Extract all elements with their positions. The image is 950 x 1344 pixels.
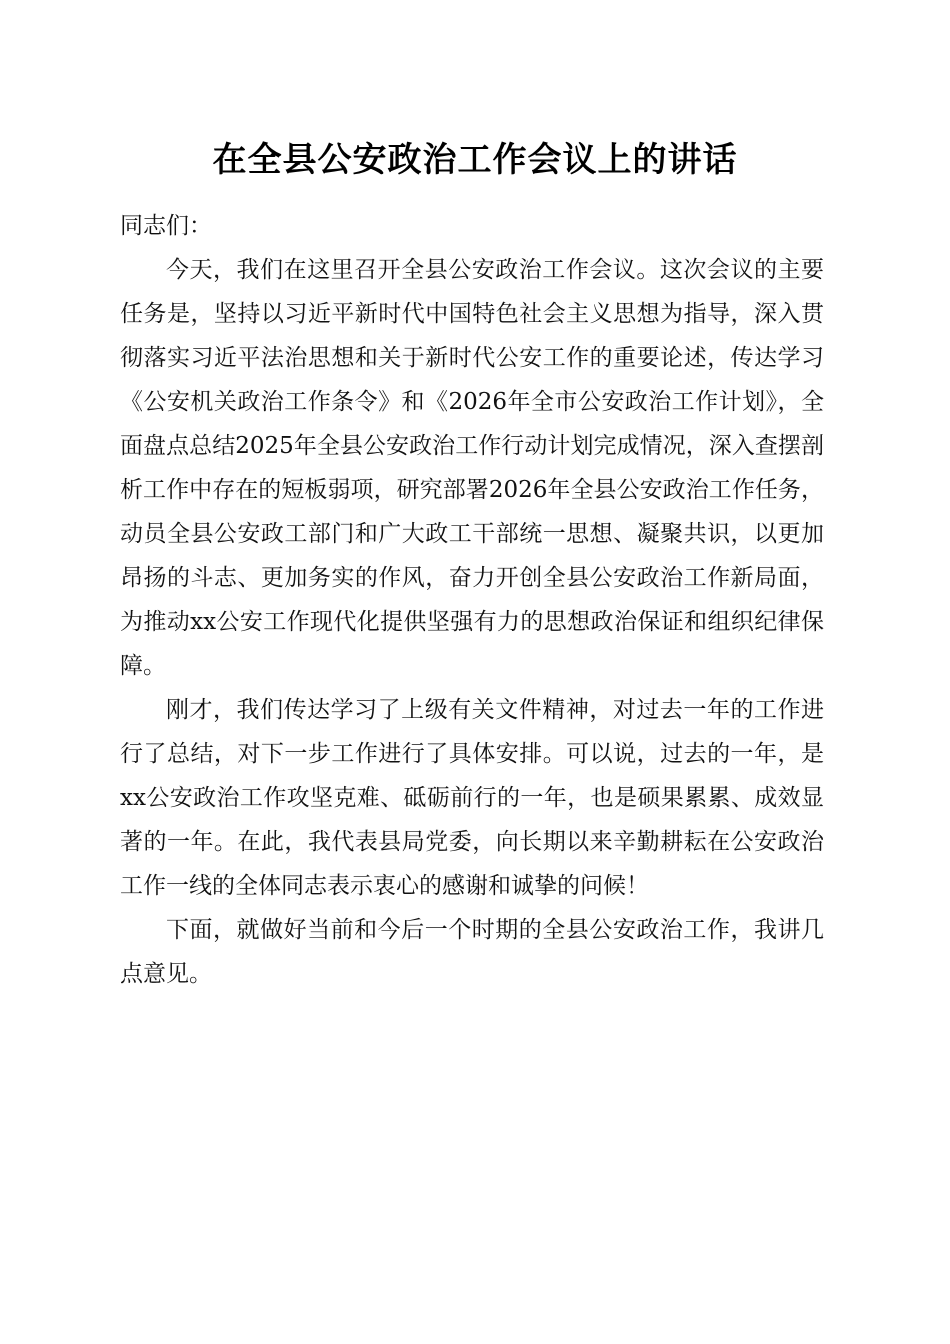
paragraph-review: 刚才，我们传达学习了上级有关文件精神，对过去一年的工作进行了总结，对下一步工作进行了具体安排。可以说，过去的一年，是xx公安政治工作攻坚克难、砥砺前行的一年，也是硕果累累、成效显著的一年。在此，我代表县局党委，向长期以来辛勤耕耘在公安政治工作一线的全体同志表示衷心的感谢和诚挚的问候！ <box>120 697 824 899</box>
salutation: 同志们： <box>120 213 212 239</box>
paragraph-opening: 今天，我们在这里召开全县公安政治工作会议。这次会议的主要任务是，坚持以习近平新时代中国特色社会主义思想为指导，深入贯彻落实习近平法治思想和关于新时代公安工作的重要论述，传达学习《公安机关政治工作条令》和《2026年全市公安政治工作计划》，全面盘点总结2025年全县公安政治工作行动计划完成情况，深入查摆剖析工作中存在的短板弱项，研究部署2026年全县公安政治工作任务，动员全县公安政工部门和广大政工干部统一思想、凝聚共识，以更加昂扬的斗志、更加务实的作风，奋力开创全县公安政治工作新局面，为推动xx公安工作现代化提供坚强有力的思想政治保证和组织纪律保障。 <box>120 257 824 679</box>
document-title: 在全县公安政治工作会议上的讲话 <box>212 140 738 180</box>
document-body <box>120 204 824 996</box>
paragraph-transition: 下面，就做好当前和今后一个时期的全县公安政治工作，我讲几点意见。 <box>120 917 824 987</box>
